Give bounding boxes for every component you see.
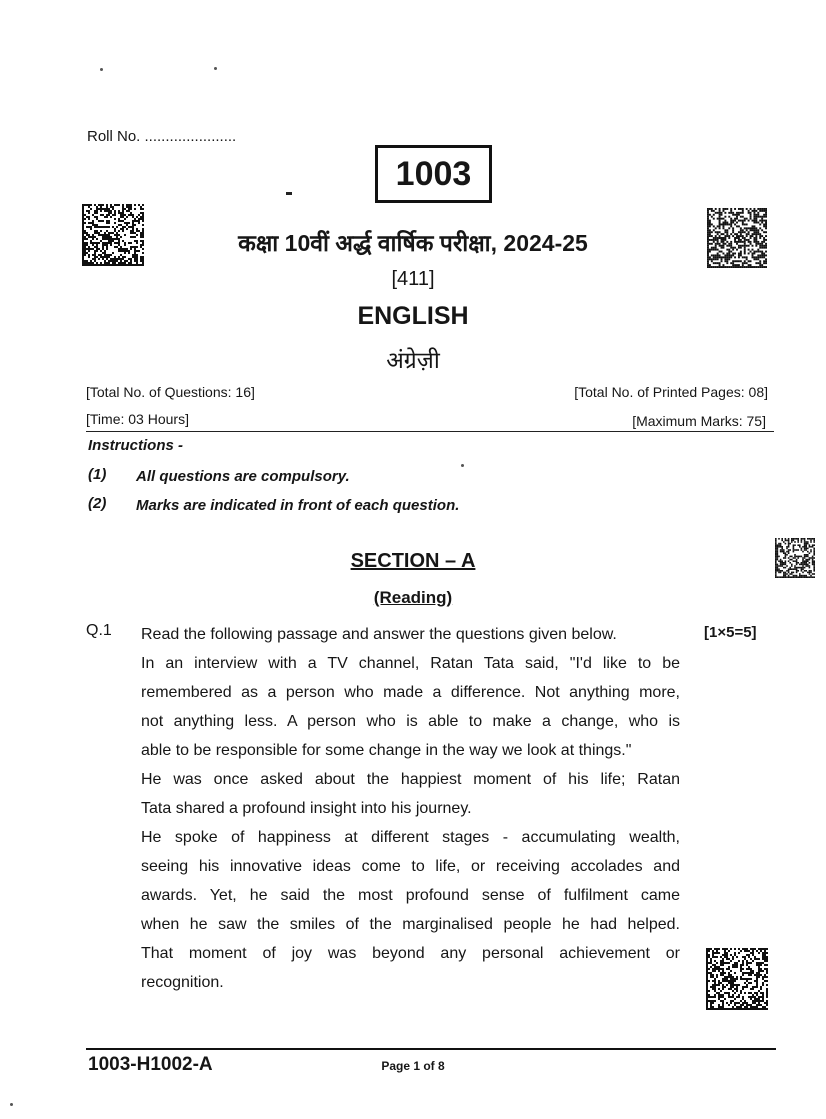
total-pages: [Total No. of Printed Pages: 08]: [574, 384, 768, 400]
footer-code: 1003-H1002-A: [88, 1054, 213, 1075]
passage-line: able to be responsible for some change in the way we look at things.": [141, 742, 632, 759]
subject-title: ENGLISH: [357, 302, 469, 330]
passage-line: He spoke of happiness at different stages - accumulating wealth,: [141, 829, 680, 846]
time-allowed: [Time: 03 Hours]: [86, 411, 189, 427]
divider: [86, 431, 774, 432]
passage-line: recognition.: [141, 974, 224, 991]
passage-line: Read the following passage and answer the questions given below.: [141, 626, 617, 643]
passage-line: when he saw the smiles of the marginalised people he had helped.: [141, 916, 680, 933]
section-subheading: [0, 588, 826, 608]
exam-title: कक्षा 10वीं अर्द्ध वार्षिक परीक्षा, 2024-25: [238, 230, 588, 256]
page-number: Page 1 of 8: [381, 1059, 445, 1073]
dash-mark: [286, 192, 292, 195]
scan-speck: [461, 464, 464, 467]
paper-code: [411]: [391, 268, 435, 290]
total-questions: [Total No. of Questions: 16]: [86, 384, 255, 400]
scan-speck: [214, 67, 217, 70]
passage-line: remembered as a person who made a difference. Not anything more,: [141, 684, 680, 701]
section-subtitle: (Reading): [373, 588, 453, 607]
footer-divider: [86, 1048, 776, 1050]
scan-speck: [100, 68, 103, 71]
paper-number-box: 1003: [375, 145, 492, 203]
passage-line: In an interview with a TV channel, Ratan Tata said, "I'd like to be: [141, 655, 680, 672]
instruction-number: (1): [88, 466, 107, 483]
question-marks: [1×5=5]: [704, 624, 757, 641]
scan-speck: [10, 1103, 13, 1106]
maximum-marks: [Maximum Marks: 75]: [632, 413, 766, 429]
instruction-number: (2): [88, 495, 107, 512]
passage-line: That moment of joy was beyond any personal achievement or: [141, 945, 680, 962]
instruction-text: Marks are indicated in front of each question.: [136, 497, 460, 514]
section-title: SECTION – A: [350, 550, 476, 572]
instruction-text: All questions are compulsory.: [136, 468, 350, 485]
passage-line: seeing his innovative ideas come to life, or receiving accolades and: [141, 858, 680, 875]
question-number: Q.1: [86, 622, 112, 639]
qr-code-icon: [706, 948, 768, 1010]
passage-line: not anything less. A person who is able to make a change, who is: [141, 713, 680, 730]
subject-title-hindi: अंग्रेज़ी: [386, 347, 440, 373]
instructions-heading: Instructions -: [88, 437, 184, 454]
passage-line: Tata shared a profound insight into his journey.: [141, 800, 472, 817]
roll-number-field: Roll No. ......................: [87, 128, 237, 145]
section-heading: [0, 550, 826, 573]
passage-line: awards. Yet, he said the most profound sense of fulfilment came: [141, 887, 680, 904]
reading-passage: [141, 620, 680, 997]
passage-line: He was once asked about the happiest moment of his life; Ratan: [141, 771, 680, 788]
